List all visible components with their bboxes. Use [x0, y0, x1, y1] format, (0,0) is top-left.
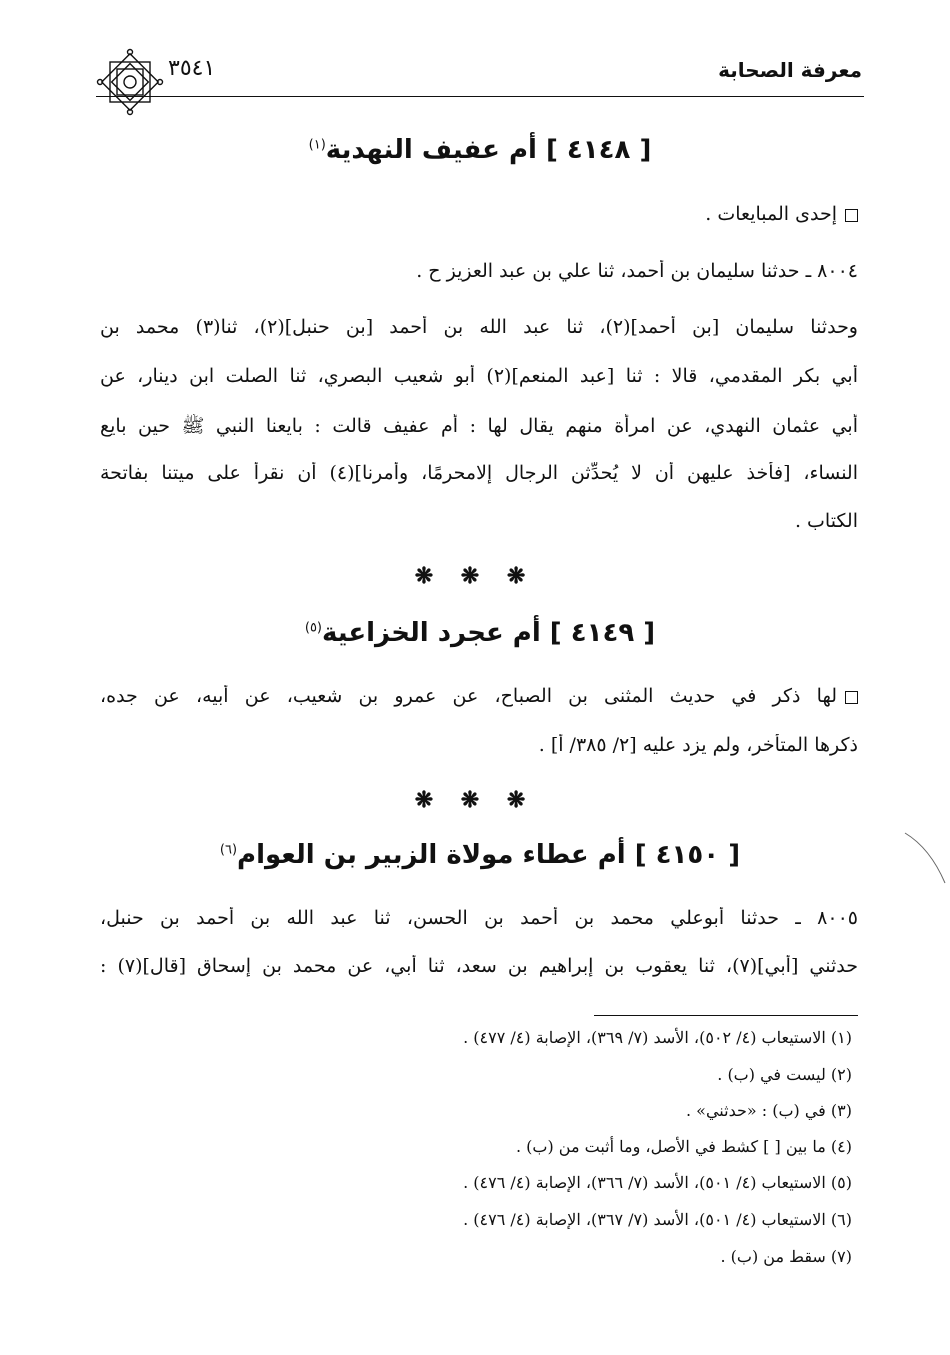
body-line: ٨٠٠٥ ـ حدثنا أبوعلي محمد بن أحمد بن الحسن، ثنا عبد الله بن أحمد بن حنبل، [100, 907, 858, 929]
body-line: وحدثنا سليمان [بن أحمد](٢)، ثنا عبد الله بن أحمد [بن حنبل](٢)، ثنا(٣) محمد بن [100, 316, 858, 338]
footnote: (٧) سقط من (ب) . [720, 1247, 852, 1266]
square-bullet-icon [845, 209, 858, 222]
footnote-rule [594, 1015, 858, 1016]
body-line: أبي عثمان النهدي، عن امرأة منهم يقال لها : أم عفيف قالت : بايعنا النبي ﷺ حين بايع [100, 415, 858, 437]
footnote: (٦) الاستيعاب (٤/ ٥٠١)، الأسد (٧/ ٣٦٧)، الإصابة (٤/ ٤٧٦) . [463, 1210, 852, 1229]
body-line: ٨٠٠٤ ـ حدثنا سليمان بن أحمد، ثنا علي بن عبد العزيز ح . [416, 260, 858, 282]
body-line: إحدى المبايعات . [100, 203, 858, 225]
body-line: أبي بكر المقدمي، قالا : ثنا [عبد المنعم](٢) أبو شعيب البصري، ثنا الصلت ابن دينار، عن [100, 365, 858, 387]
entry-heading: [ ٤١٤٩ ] أم عجرد الخزاعية$^{(٥)}$ [304, 618, 656, 648]
section-divider: ❋ ❋ ❋ [414, 787, 536, 813]
footnote: (٣) في (ب) : «حدثني» . [685, 1101, 852, 1120]
body-line: حدثني [أبي](٧)، ثنا يعقوب بن إبراهيم بن سعد، ثنا أبي، عن محمد بن إسحاق [قال](٧) : [100, 955, 858, 977]
body-line: ذكرها المتأخر، ولم يزد عليه [٢/ ٣٨٥/ أ] . [538, 734, 858, 756]
footnote: (٤) ما بين [ ] كشط في الأصل، وما أثبت من (ب) . [516, 1137, 852, 1156]
footnote: (٢) ليست في (ب) . [717, 1065, 852, 1084]
footnote: (٥) الاستيعاب (٤/ ٥٠١)، الأسد (٧/ ٣٦٦)، الإصابة (٤/ ٤٧٦) . [463, 1173, 852, 1192]
running-header-title: معرفة الصحابة [718, 58, 862, 82]
body-line: النساء، [فأخذ عليهن أن لا يُحدِّثن الرجال إلامحرمًا، وأمرنا](٤) أن نقرأ على ميتنا بفاتحة [100, 462, 858, 484]
entry-heading: [ ٤١٤٨ ] أم عفيف النهدية$^{(١)}$ [308, 135, 652, 165]
page-number: ٣٥٤١ [168, 56, 216, 81]
square-bullet-icon [845, 691, 858, 704]
body-line: لها ذكر في حديث المثنى بن الصباح، عن عمرو بن شعيب، عن أبيه، عن جده، [100, 685, 858, 707]
entry-heading: [ ٤١٥٠ ] أم عطاء مولاة الزبير بن العوام$^{(٦)}$ [219, 840, 741, 870]
footnote: (١) الاستيعاب (٤/ ٥٠٢)، الأسد (٧/ ٣٦٩)، الإصابة (٤/ ٤٧٧) . [463, 1028, 852, 1047]
body-line: الكتاب . [794, 510, 858, 532]
section-divider: ❋ ❋ ❋ [414, 563, 536, 589]
